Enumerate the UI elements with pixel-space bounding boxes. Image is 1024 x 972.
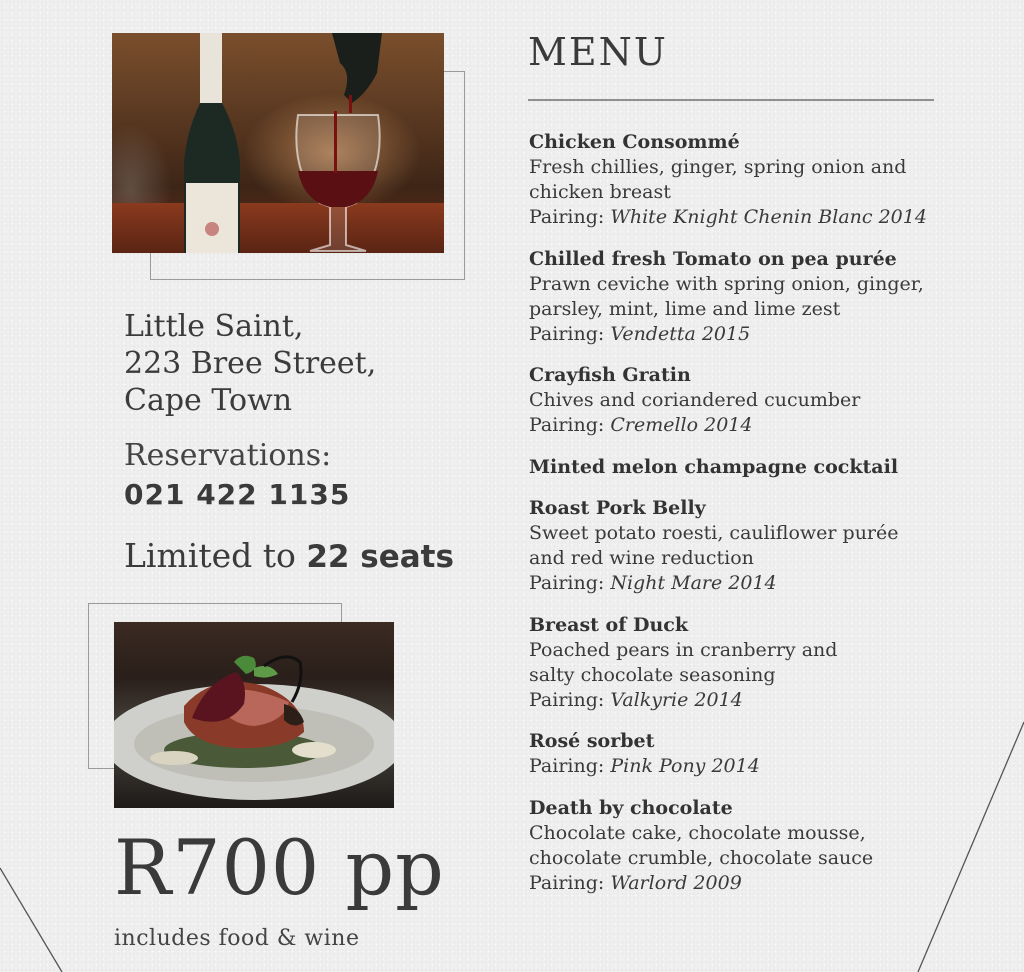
menu-item-name: Chilled fresh Tomato on pea purée bbox=[529, 247, 897, 270]
address-line-3: Cape Town bbox=[124, 383, 293, 418]
menu-item-description: chicken breast bbox=[529, 181, 671, 203]
seat-limit-prefix: Limited to bbox=[124, 536, 307, 575]
menu-item-name: Rosé sorbet bbox=[529, 730, 655, 752]
reservations-phone[interactable]: 021 422 1135 bbox=[124, 478, 351, 511]
pairing-wine: Vendetta 2015 bbox=[610, 322, 751, 345]
menu-item-pairing bbox=[529, 871, 999, 896]
menu-item-pairing bbox=[529, 571, 999, 596]
pairing-label: Pairing: bbox=[529, 206, 611, 228]
pairing-wine: White Knight Chenin Blanc 2014 bbox=[610, 206, 927, 228]
menu-item-pairing bbox=[529, 413, 999, 438]
pairing-label: Pairing: bbox=[529, 572, 611, 594]
seat-limit bbox=[124, 536, 454, 575]
menu-item-pairing bbox=[529, 754, 999, 779]
menu-item-name: Death by chocolate bbox=[529, 796, 733, 819]
menu-item bbox=[529, 796, 999, 896]
reservations-label: Reservations: bbox=[124, 438, 332, 473]
menu-item-name: Roast Pork Belly bbox=[529, 497, 706, 519]
pairing-label: Pairing: bbox=[529, 414, 611, 436]
pairing-wine: Cremello 2014 bbox=[610, 414, 753, 436]
menu-item-name: Breast of Duck bbox=[529, 613, 689, 636]
menu-item bbox=[529, 455, 999, 480]
menu-item-pairing bbox=[529, 688, 999, 713]
menu-item bbox=[529, 130, 999, 230]
pairing-label: Pairing: bbox=[529, 322, 611, 345]
menu-item-name: Crayfish Gratin bbox=[529, 364, 691, 386]
address-line-1: Little Saint, bbox=[124, 309, 304, 344]
menu-item bbox=[529, 613, 999, 713]
menu-item-description: Sweet potato roesti, cauliflower purée bbox=[529, 522, 899, 544]
menu-item-description: Chocolate cake, chocolate mousse, bbox=[529, 821, 866, 844]
menu-divider bbox=[528, 99, 934, 101]
menu-item-pairing bbox=[529, 322, 999, 347]
pairing-wine: Pink Pony 2014 bbox=[610, 755, 760, 777]
menu-item-description: Poached pears in cranberry and bbox=[529, 638, 838, 661]
menu-item-description: chocolate crumble, chocolate sauce bbox=[529, 846, 874, 869]
menu-item bbox=[529, 247, 999, 347]
pairing-wine: Warlord 2009 bbox=[610, 871, 742, 894]
menu-item-description: salty chocolate seasoning bbox=[529, 663, 776, 686]
menu-title: MENU bbox=[528, 30, 668, 74]
pairing-wine: Valkyrie 2014 bbox=[610, 688, 743, 711]
wine-pouring-photo bbox=[112, 33, 444, 253]
menu-item-name: Chicken Consommé bbox=[529, 131, 740, 153]
pairing-wine: Night Mare 2014 bbox=[610, 572, 777, 594]
menu-item-description: and red wine reduction bbox=[529, 547, 754, 569]
pairing-label: Pairing: bbox=[529, 755, 611, 777]
menu-item bbox=[529, 363, 999, 438]
price-note: includes food & wine bbox=[114, 926, 360, 951]
menu-item-description: Chives and coriandered cucumber bbox=[529, 389, 861, 411]
venue-address bbox=[124, 308, 464, 419]
address-line-2: 223 Bree Street, bbox=[124, 346, 377, 381]
menu-item bbox=[529, 729, 999, 779]
menu-item-description: parsley, mint, lime and lime zest bbox=[529, 297, 841, 320]
pairing-label: Pairing: bbox=[529, 688, 611, 711]
duck-dish-photo bbox=[114, 622, 394, 808]
menu-item-description: Prawn ceviche with spring onion, ginger, bbox=[529, 272, 924, 295]
menu-list bbox=[529, 130, 999, 912]
price: R700 pp bbox=[114, 823, 445, 912]
menu-item-pairing bbox=[529, 205, 999, 230]
menu-item bbox=[529, 496, 999, 596]
menu-item-description: Fresh chillies, ginger, spring onion and bbox=[529, 156, 907, 178]
menu-item-name: Minted melon champagne cocktail bbox=[529, 455, 899, 478]
pairing-label: Pairing: bbox=[529, 871, 611, 894]
seat-limit-value: 22 seats bbox=[306, 539, 454, 575]
